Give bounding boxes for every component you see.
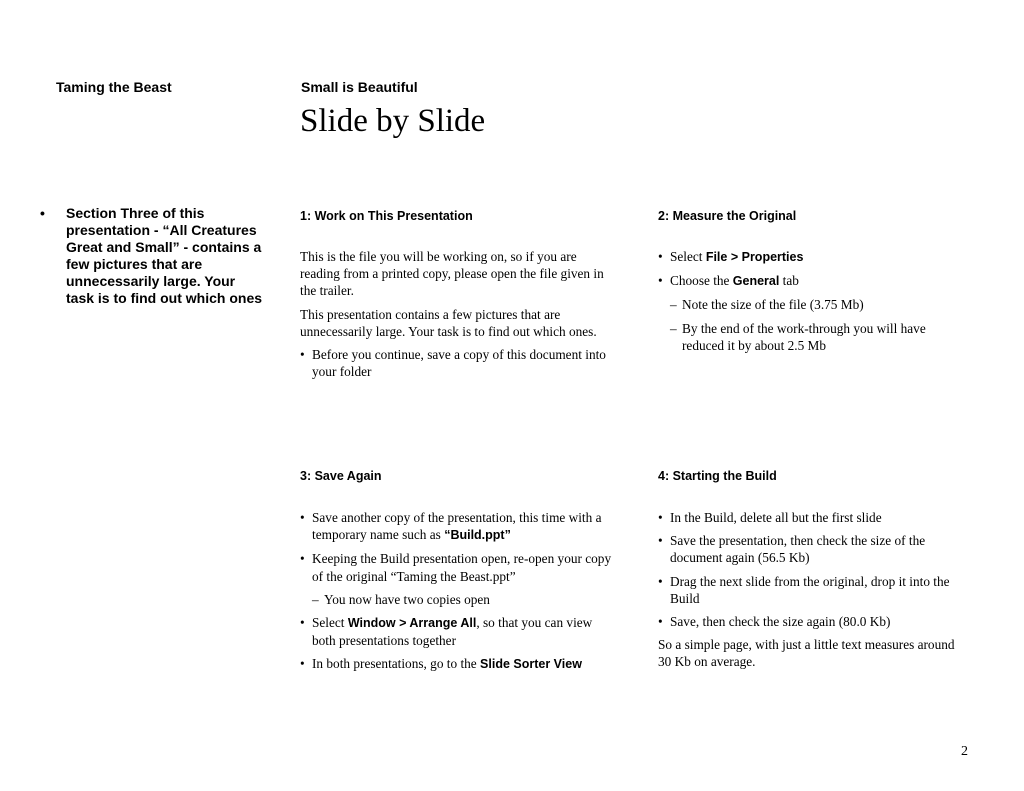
bullet-marker: • [658,510,663,525]
menu-path: Window > Arrange All [347,616,477,631]
bullet-marker: • [658,614,663,630]
menu-path: File > Properties [705,250,804,264]
panel-3-heading: 3: Save Again [300,469,382,483]
panel-1-heading: 1: Work on This Presentation [300,209,473,223]
panel-2-body [658,248,958,360]
list-item [658,509,958,526]
list-item [300,655,615,673]
panel-4-summary: So a simple page, with just a little text measures around 30 Kb on average. [658,637,955,670]
bullet-marker: • [658,273,663,289]
list-item [658,320,958,354]
view-name: Slide Sorter View [480,657,582,672]
list-item [300,550,615,584]
page-number: 2 [961,744,968,759]
page-title: Slide by Slide [300,103,486,139]
bullet-text: Choose the [670,273,733,289]
bullet-text: In both presentations, go to the [312,656,481,672]
panel-3-body [300,509,615,680]
bullet-text: Save, then check the size again (80.0 Kb) [670,614,891,630]
bullet-marker: • [658,249,663,264]
bullet-marker: • [40,205,45,221]
list-item [658,272,958,290]
bullet-text: Before you continue, save a copy of this document into your folder [312,347,606,380]
list-item [658,532,958,566]
panel-1-body [300,248,610,386]
panel-4-heading: 4: Starting the Build [658,469,777,483]
panel-2-heading: 2: Measure the Original [658,209,797,223]
panel-4-body [658,509,958,677]
bullet-text: Select [670,249,706,264]
bullet-marker: • [658,573,663,589]
list-item [300,346,610,380]
left-note-text: Section Three of this presentation - “All Creatures Great and Small” - contains a few pictures that are unnecessarily large. Your task is to find out which ones [66,205,263,306]
left-note [40,205,262,307]
sub-bullet-text: Note the size of the file (3.75 Mb) [682,297,864,313]
list-item [658,613,958,630]
list-item [658,573,958,607]
left-title: Taming the Beast [56,79,172,95]
bullet-marker: • [300,347,305,363]
bullet-text: Save another copy of the presentation, this time with a temporary name such as [312,510,602,543]
bullet-text: , so that you can view both presentations together [312,615,593,649]
bullet-text: Keeping the Build presentation open, re-open your copy of the original “Taming the Beast.ppt” [312,551,612,584]
list-item [300,509,615,544]
panel-1-para-2: This presentation contains a few pictures that are unnecessarily large. Your task is to find out which ones. [300,306,597,339]
bullet-text: Save the presentation, then check the size of the document again (56.5 Kb) [670,533,926,566]
file-name: “Build.ppt” [444,528,511,543]
bullet-marker: • [300,656,305,672]
list-item [300,591,615,608]
bullet-marker: • [300,615,305,631]
bullet-marker: • [300,510,305,525]
bullet-text: Drag the next slide from the original, drop it into the Build [670,573,950,606]
bullet-text: In the Build, delete all but the first slide [670,510,882,525]
list-item [658,296,958,313]
bullet-text: Select [312,615,348,631]
panel-1-para-1: This is the file you will be working on, so if you are reading from a printed copy, please open the file given in the trailer. [300,249,604,299]
sub-bullet-text: By the end of the work-through you will have reduced it by about 2.5 Mb [682,320,926,353]
sub-bullet-text: You now have two copies open [324,591,490,607]
bullet-text: tab [779,273,799,289]
dash-marker: – [312,591,319,607]
tab-name: General [732,274,780,289]
dash-marker: – [670,297,677,313]
bullet-marker: • [658,533,663,549]
dash-marker: – [670,320,677,336]
list-item [658,248,958,266]
bullet-marker: • [300,551,305,567]
list-item [300,614,615,649]
section-title: Small is Beautiful [301,79,418,95]
